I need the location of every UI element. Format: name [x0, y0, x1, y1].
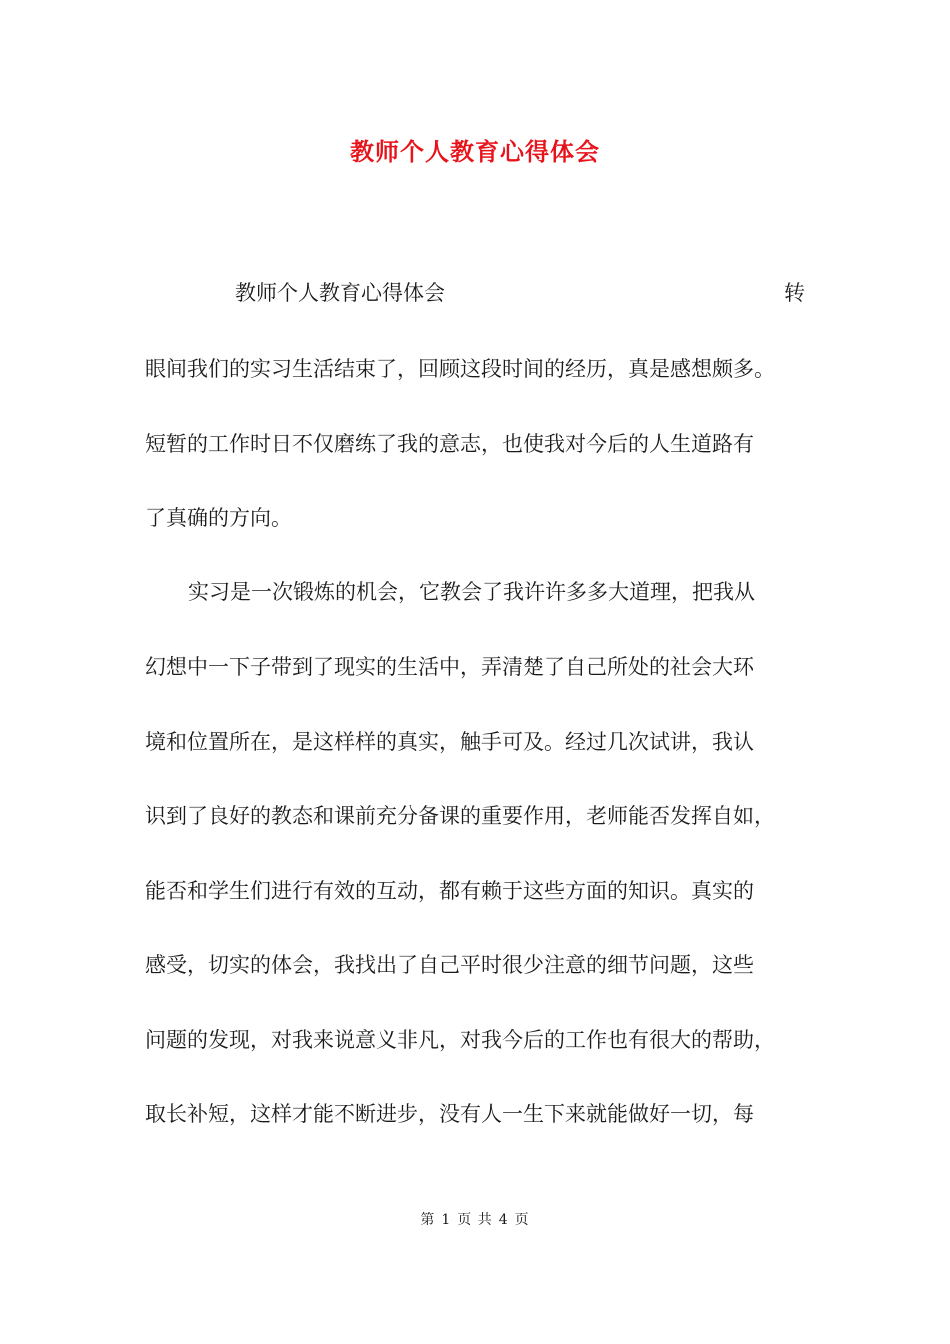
footer-mid: 页 共 [457, 1212, 493, 1228]
footer-current-page: 1 [441, 1212, 452, 1228]
paragraph-line: 眼间我们的实习生活结束了，回顾这段时间的经历，真是感想颇多。 [145, 357, 775, 381]
paragraph-line: 境和位置所在，是这样样的真实，触手可及。经过几次试讲，我认 [145, 730, 754, 754]
paragraph-line: 取长补短，这样才能不断进步，没有人一生下来就能做好一切，每 [145, 1102, 754, 1126]
document-subtitle-trailing: 转 [784, 281, 805, 305]
paragraph-line: 识到了良好的教态和课前充分备课的重要作用，老师能否发挥自如， [145, 804, 775, 828]
paragraph-line: 能否和学生们进行有效的互动，都有赖于这些方面的知识。真实的 [145, 879, 754, 903]
paragraph-line: 短暂的工作时日不仅磨练了我的意志，也使我对今后的人生道路有 [145, 432, 754, 456]
page-footer [0, 1209, 950, 1229]
footer-suffix: 页 [514, 1212, 530, 1228]
paragraph-line: 问题的发现，对我来说意义非凡，对我今后的工作也有很大的帮助， [145, 1028, 775, 1052]
paragraph-line: 幻想中一下子带到了现实的生活中，弄清楚了自己所处的社会大环 [145, 655, 754, 679]
document-subtitle: 教师个人教育心得体会 [235, 281, 445, 305]
footer-prefix: 第 [420, 1212, 436, 1228]
paragraph-line: 感受，切实的体会，我找出了自己平时很少注意的细节问题，这些 [145, 953, 754, 977]
footer-total-pages: 4 [498, 1212, 509, 1228]
paragraph-line: 实习是一次锻炼的机会，它教会了我许许多多大道理，把我从 [188, 580, 755, 604]
document-title: 教师个人教育心得体会 [350, 137, 600, 166]
document-subtitle-line [235, 277, 805, 309]
paragraph-line: 了真确的方向。 [145, 506, 292, 530]
